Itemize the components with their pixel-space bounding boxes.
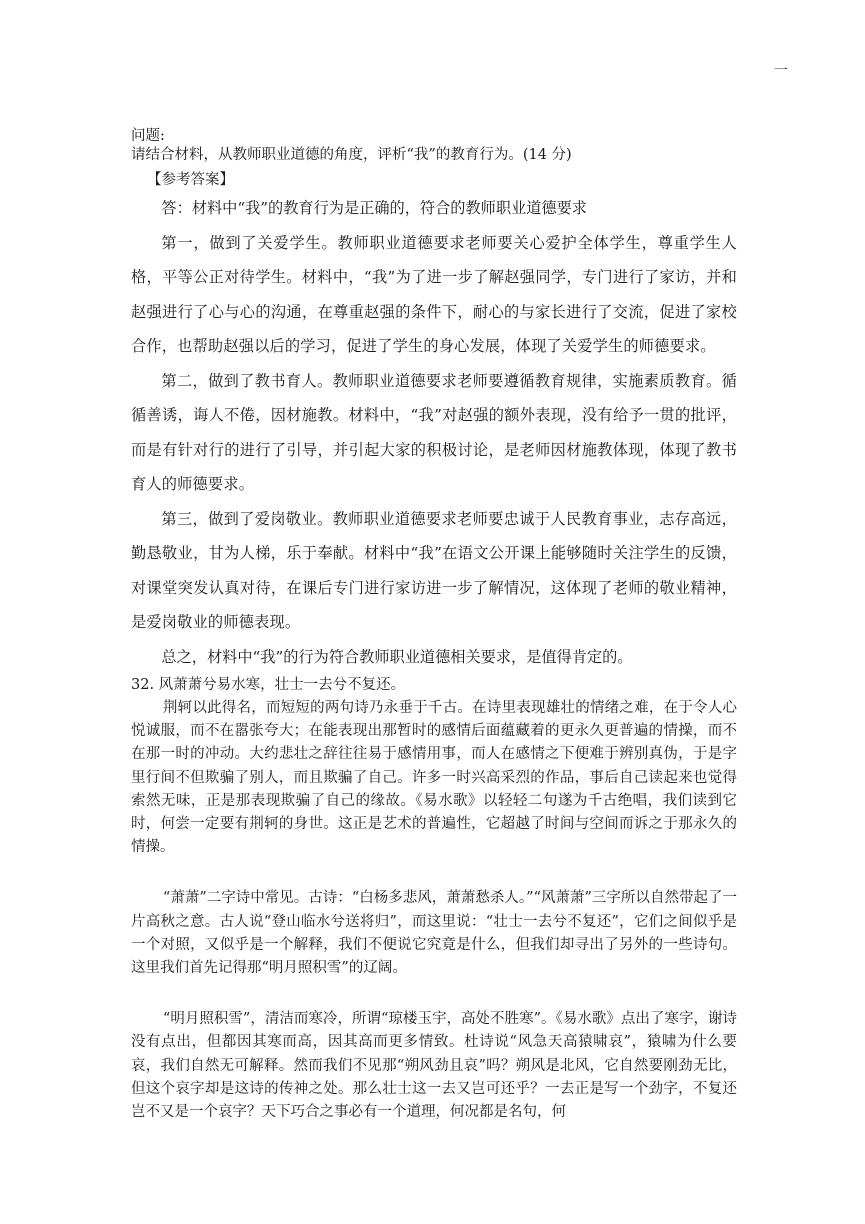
item-32-paragraph-1: 荆轲以此得名，而短短的两句诗乃永垂于千古。在诗里表现雄壮的情绪之难，在于令人心悦诚服，而不在嚣张夸大；在能表现出那暂时的感情后面蕴藏着的更永久更普遍的情操，而不在那一时的冲动。大约悲壮之辞往往易于感情用事，而人在感情之下便难于辨别真伪，于是字里行间不但欺骗了别人，而且欺骗了自己。许多一时兴高采烈的作品，事后自己读起来也觉得索然无味，正是那表现欺骗了自己的缘故。《易水歌》以轻轻二句遂为千古绝唱，我们读到它时，何尝一定要有荆轲的身世。这正是艺术的普遍性，它超越了时间与空间而诉之于那永久的情操。 [131,700,737,856]
question-prompt: 请结合材料，从教师职业道德的角度，评析“我”的教育行为。(14 分) [131,147,572,163]
question-label: 问题: [131,128,165,144]
answer-point-1: 第一，做到了关爱学生。教师职业道德要求老师要关心爱护全体学生，尊重学生人格，平等公正对待学生。材料中，“我”为了进一步了解赵强同学，专门进行了家访，并和赵强进行了心与心的沟通，在尊重赵强的条件下，耐心的与家长进行了交流，促进了家校合作，也帮助赵强以后的学习，促进了学生的身心发展，体现了关爱学生的师德要求。 [131,233,737,355]
item-32-title: 32. 风萧萧兮易水寒，壮士一去兮不复还。 [131,677,406,693]
answer-point-3: 第三，做到了爱岗敬业。教师职业道德要求老师要忠诚于人民教育事业，志存高远，勤恳敬业，甘为人梯，乐于奉献。材料中“我”在语文公开课上能够随时关注学生的反馈，对课堂突发认真对待，在课后专门进行家访进一步了解情况，这体现了老师的敬业精神，是爱岗敬业的师德表现。 [131,509,737,631]
paragraph-gap [131,980,737,1008]
answer-conclusion: 总之，材料中“我”的行为符合教师职业道德相关要求，是值得肯定的。 [161,647,633,666]
answer-point-2: 第二，做到了教书育人。教师职业道德要求老师要遵循教育规律，实施素质教育。循循善诱，诲人不倦，因材施教。材料中，“我”对赵强的额外表现，没有给予一贯的批评，而是有针对行的进行了引导，并引起大家的积极讨论，是老师因材施教体现，体现了教书育人的师德要求。 [131,371,737,493]
page-mark: 一 [774,63,788,79]
answer-heading: 【参考答案】 [147,172,234,188]
document-body [131,127,737,1124]
item-32-paragraph-2: “萧萧”二字诗中常见。古诗：“白杨多悲风，萧萧愁杀人。”“风萧萧”三字所以自然带起了一片高秋之意。古人说“登山临水兮送将归”，而这里说：“壮士一去兮不复还”，它们之间似乎是一个对照，又似乎是一个解释，我们不便说它究竟是什么，但我们却寻出了另外的一些诗句。这里我们首先记得那“明月照积雪”的辽阔。 [131,890,737,977]
paragraph-gap [131,859,737,887]
answer-intro: 答：材料中“我”的教育行为是正确的，符合的教师职业道德要求 [161,199,587,217]
item-32-paragraph-3: “明月照积雪”，清洁而寒冷，所谓“琼楼玉宇，高处不胜寒”。《易水歌》点出了寒字，谢诗没有点出，但都因其寒而高，因其高而更多情致。杜诗说“风急天高猿啸哀”，猿啸为什么要哀，我们自然无可解释。然而我们不见那“朔风劲且哀”吗？朔风是北风，它自然要刚劲无比，但这个哀字却是这诗的传神之处。那么壮士这一去又岂可还乎？一去正是写一个劲字，不复还岂不又是一个哀字？天下巧合之事必有一个道理，何况都是名句，何 [131,1011,737,1121]
